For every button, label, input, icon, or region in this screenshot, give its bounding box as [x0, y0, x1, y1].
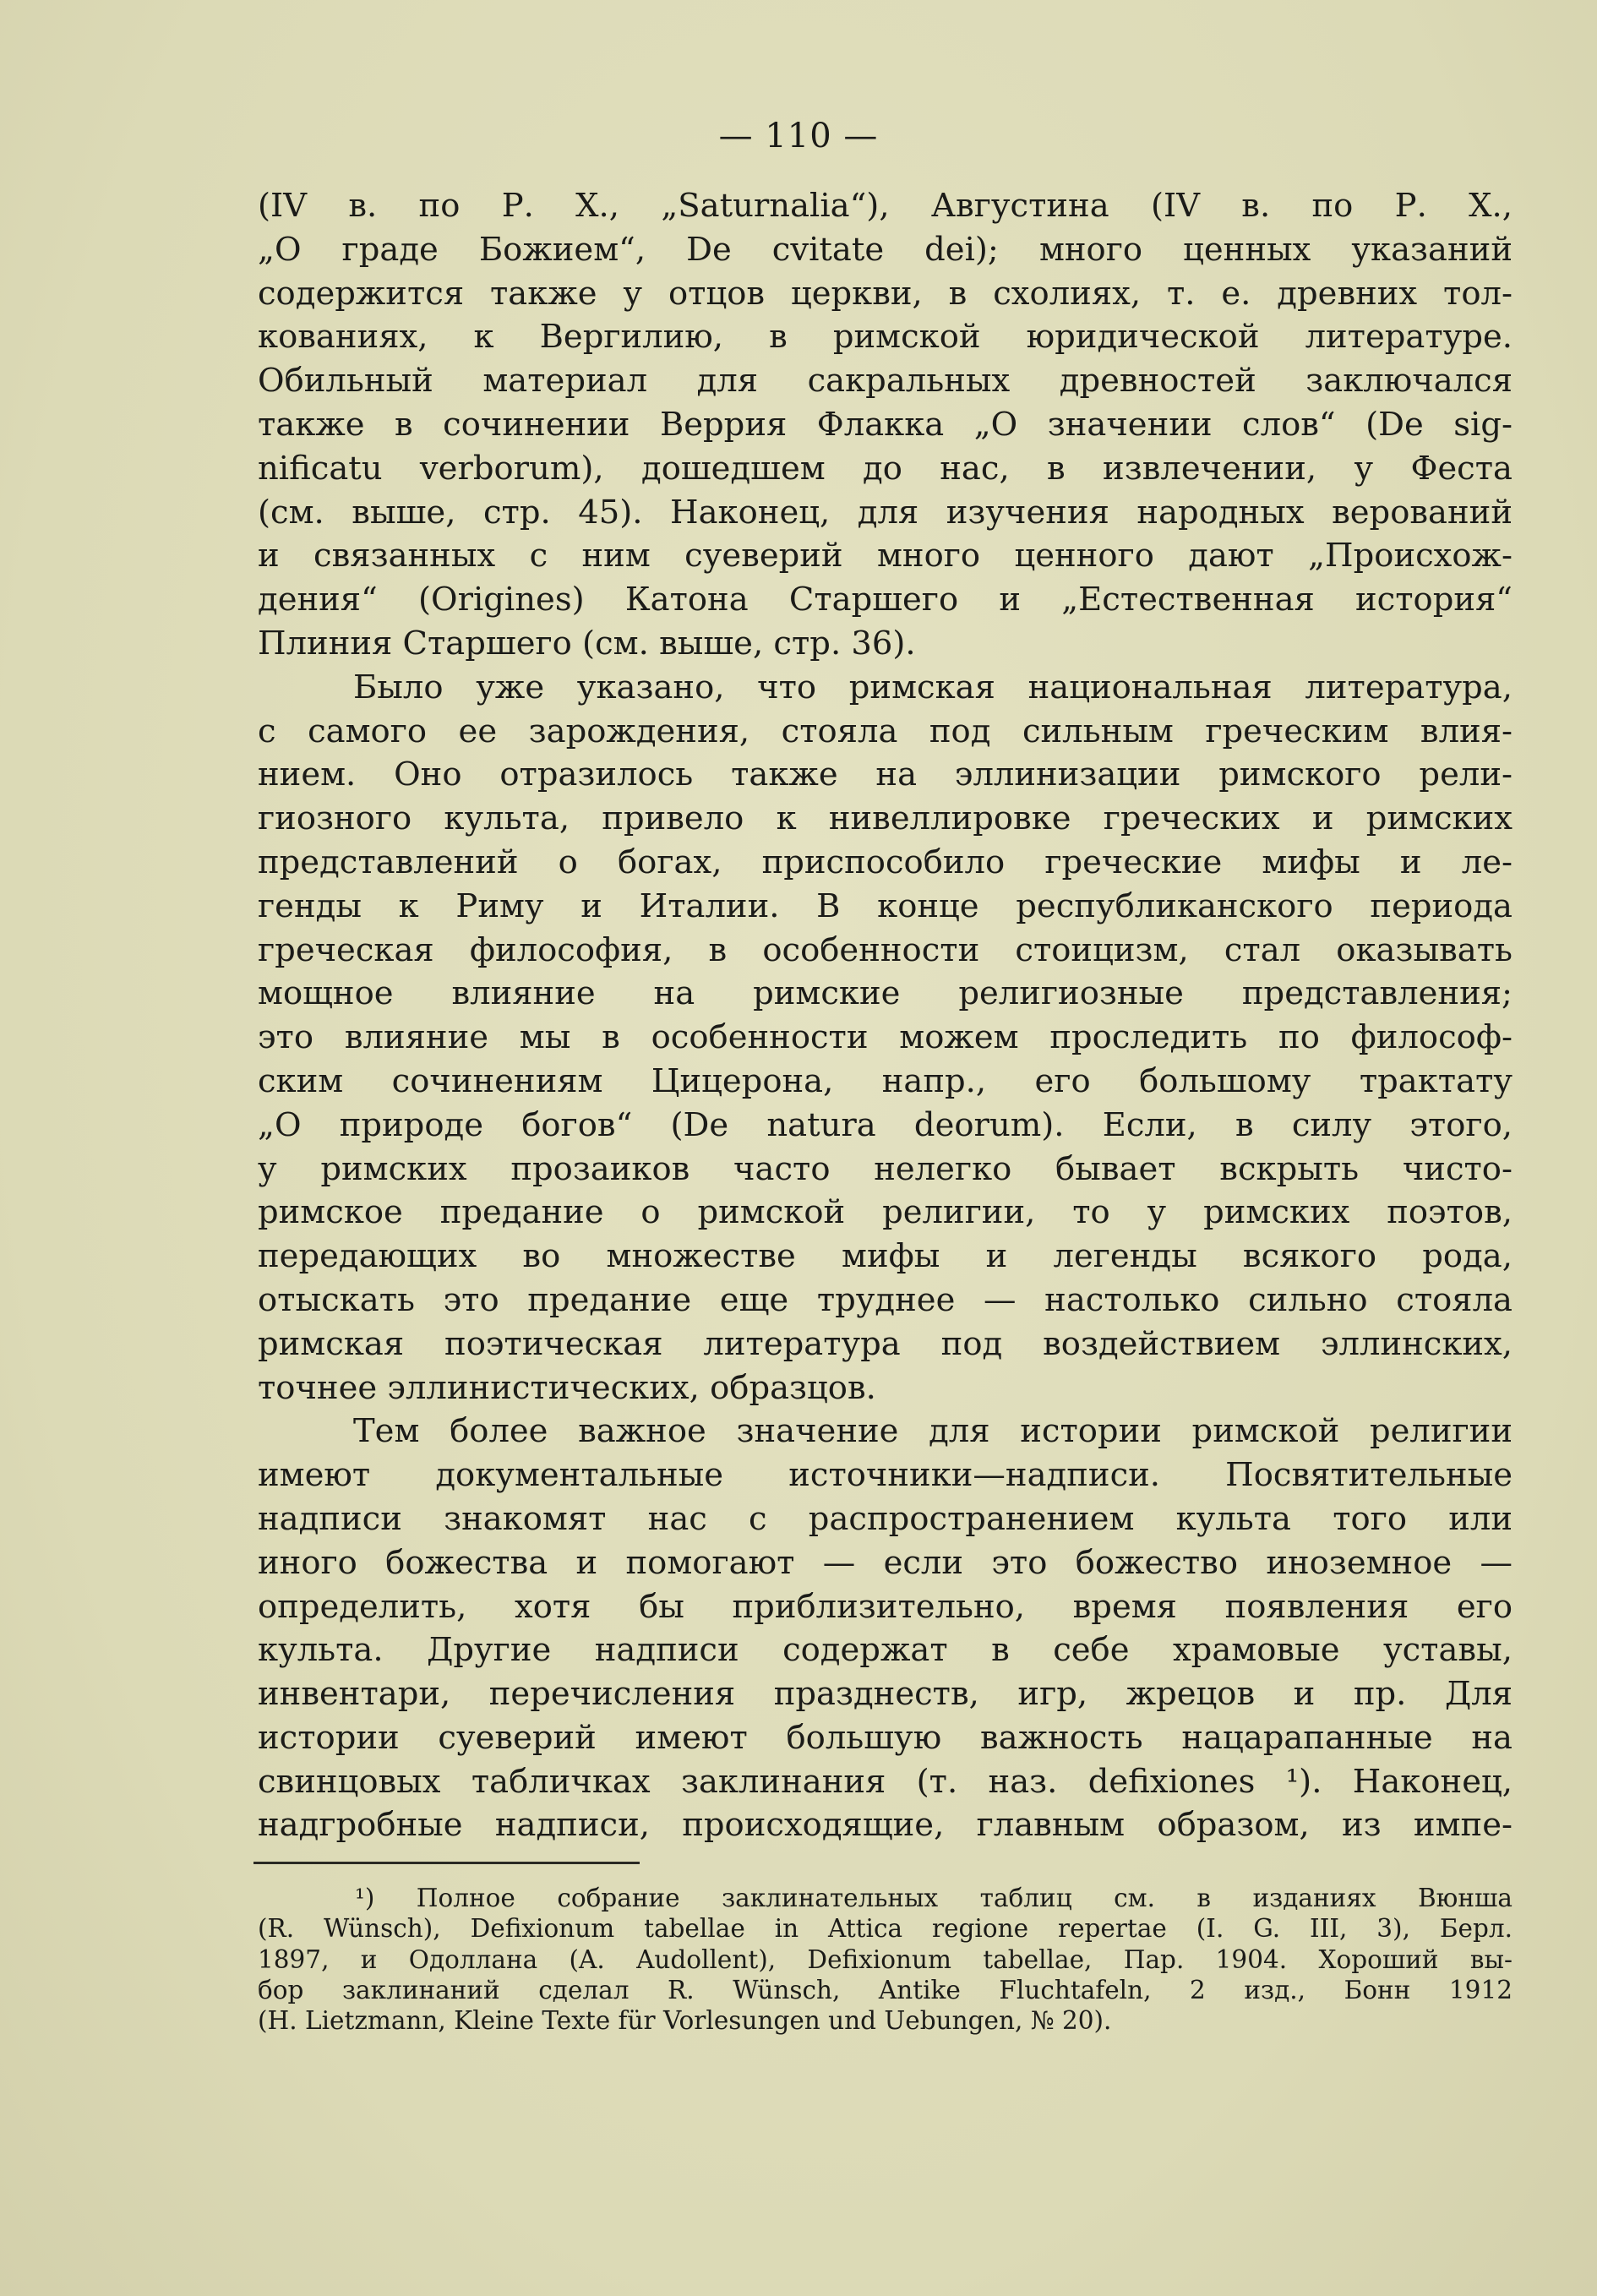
text-line: генды к Риму и Италии. В конце республиканского периода [258, 886, 1513, 925]
footnote [258, 1883, 1513, 2036]
text-line: инвентари, перечисления празднеств, игр, жрецов и пр. Для [258, 1675, 1513, 1714]
footnote-line: бор заклинаний сделал R. Wünsch, Antike Fluchtafeln, 2 изд., Бонн 1912 [258, 1975, 1513, 2004]
text-line: отыскать это предание еще труднее — настолько сильно стояла [258, 1280, 1513, 1319]
text-line: „О граде Божием“, De cvitate dei); много ценных указаний [258, 230, 1513, 269]
text-line: это влияние мы в особенности можем проследить по философ- [258, 1018, 1513, 1057]
text-line: „О природе богов“ (De natura deorum). Если, в силу этого, [258, 1105, 1513, 1144]
text-line: с самого ее зарождения, стояла под сильным греческим влия- [258, 712, 1513, 750]
text-line: передающих во множестве мифы и легенды всякого рода, [258, 1237, 1513, 1276]
text-line: Тем более важное значение для истории римской религии [353, 1412, 1513, 1451]
text-line: и связанных с ним суеверий много ценного дают „Происхож- [258, 537, 1513, 575]
text-line: надгробные надписи, происходящие, главным образом, из импе- [258, 1806, 1513, 1845]
page-number: — 110 — [718, 117, 879, 155]
text-line: у римских прозаиков часто нелегко бывает вскрыть чисто- [258, 1149, 1513, 1188]
text-line: также в сочинении Веррия Флакка „О значении слов“ (De sig- [258, 405, 1513, 444]
text-line: (IV в. по Р. Х., „Saturnalia“), Августина (IV в. по Р. Х., [258, 187, 1513, 225]
text-line: иного божества и помогают — если это божество иноземное — [258, 1543, 1513, 1582]
text-line: нием. Оно отразилось также на эллинизации римского рели- [258, 755, 1513, 794]
text-line: римская поэтическая литература под воздействием эллинских, [258, 1324, 1513, 1363]
text-line: свинцовых табличках заклинания (т. наз. defixiones ¹). Наконец, [258, 1762, 1513, 1801]
text-line: Было уже указано, что римская национальная литература, [353, 668, 1513, 706]
text-line: греческая философия, в особенности стоицизм, стал оказывать [258, 930, 1513, 969]
text-line: точнее эллинистических, образцов. [258, 1368, 876, 1407]
text-line: (см. выше, стр. 45). Наконец, для изучения народных верований [258, 493, 1513, 532]
text-line: содержится также у отцов церкви, в схолиях, т. е. древних тол- [258, 274, 1513, 313]
text-line: римское предание о римской религии, то у римских поэтов, [258, 1193, 1513, 1232]
footnote-line: (H. Lietzmann, Kleine Texte für Vorlesungen und Uebungen, № 20). [258, 2006, 1112, 2036]
text-line: кованиях, к Вергилию, в римской юридической литературе. [258, 318, 1513, 357]
text-line: nificatu verborum), дошедшем до нас, в извлечении, у Феста [258, 449, 1513, 488]
footnote-line: 1897, и Одоллана (A. Audollent), Defixionum tabellae, Пар. 1904. Хороший вы- [258, 1944, 1513, 1974]
text-line: надписи знакомят нас с распространением культа того или [258, 1499, 1513, 1538]
text-line: культа. Другие надписи содержат в себе храмовые уставы, [258, 1631, 1513, 1670]
text-line: определить, хотя бы приблизительно, время появления его [258, 1587, 1513, 1626]
text-line: ским сочинениям Цицерона, напр., его большому трактату [258, 1061, 1513, 1100]
text-line: дения“ (Origines) Катона Старшего и „Естественная история“ [258, 581, 1513, 619]
text-line: Обильный материал для сакральных древностей заключался [258, 362, 1513, 401]
footnote-line: (R. Wünsch), Defixionum tabellae in Attica regione repertae (I. G. III, 3), Берл. [258, 1914, 1513, 1944]
footnote-line: ¹) Полное собрание заклинательных таблиц см. в изданиях Вюнша [355, 1884, 1513, 1912]
text-line: мощное влияние на римские религиозные представления; [258, 974, 1513, 1013]
footnote-divider [253, 1862, 640, 1864]
text-line: имеют документальные источники—надписи. Посвятительные [258, 1456, 1513, 1495]
text-line: истории суеверий имеют большую важность нацарапанные на [258, 1718, 1513, 1757]
text-line: представлений о богах, приспособило греческие мифы и ле- [258, 843, 1513, 881]
text-line: гиозного культа, привело к нивеллировке греческих и римских [258, 799, 1513, 838]
main-text [258, 184, 1513, 1847]
text-line: Плиния Старшего (см. выше, стр. 36). [258, 624, 916, 663]
